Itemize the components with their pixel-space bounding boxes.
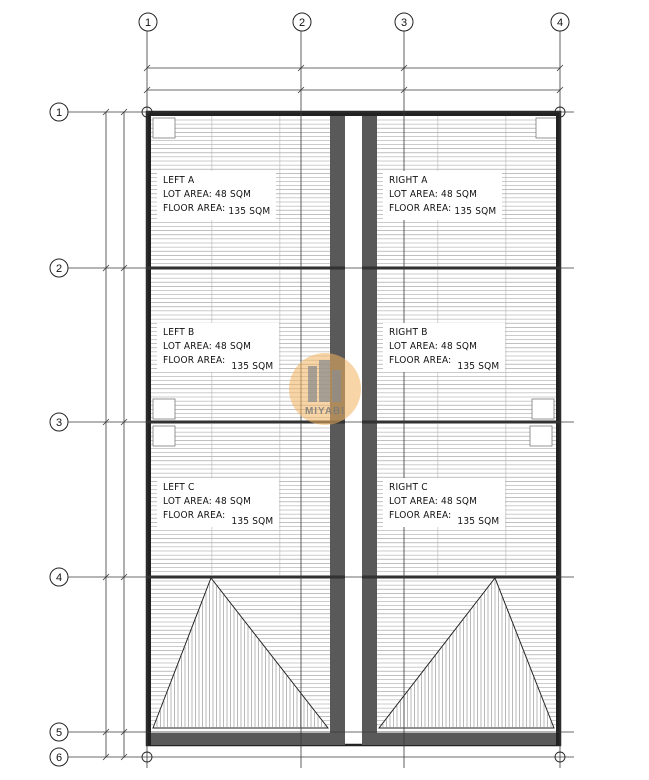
floor-area-value: 135 SQM bbox=[228, 206, 271, 217]
roof-vent bbox=[532, 399, 554, 419]
logo-text: MIYABI bbox=[304, 406, 346, 417]
lot-area-label: LOT AREA: bbox=[163, 341, 212, 352]
floor-area-label: FLOOR AREA: bbox=[163, 203, 226, 214]
bubble-label: 5 bbox=[55, 727, 63, 739]
party-wall-left bbox=[330, 116, 345, 745]
grid-bubble-row bbox=[50, 748, 68, 766]
floor-area-value: 135 SQM bbox=[457, 516, 500, 527]
grid-bubble-row bbox=[50, 568, 68, 586]
unit-name: RIGHT B bbox=[389, 327, 428, 338]
grid-bubble-row bbox=[50, 413, 68, 431]
grid-bubble-row bbox=[50, 103, 68, 121]
roof-vent bbox=[536, 118, 558, 138]
roof-vent bbox=[530, 426, 552, 446]
bubble-label: 2 bbox=[298, 17, 306, 29]
floor-area-label: FLOOR AREA: bbox=[389, 355, 452, 366]
bubble-label: 4 bbox=[556, 17, 564, 29]
unit-name: RIGHT A bbox=[389, 175, 428, 186]
bubble-label: 4 bbox=[55, 572, 63, 584]
floor-area-value: 135 SQM bbox=[231, 516, 274, 527]
lot-area-value: 48 SQM bbox=[441, 189, 478, 200]
lot-area-value: 48 SQM bbox=[441, 496, 478, 507]
bubble-label: 3 bbox=[400, 17, 408, 29]
floor-area-value: 135 SQM bbox=[457, 361, 500, 372]
floor-area-label: FLOOR AREA: bbox=[389, 510, 452, 521]
roof-triangle bbox=[379, 578, 554, 728]
unit-label-left-b bbox=[157, 323, 279, 372]
unit-name: LEFT B bbox=[163, 327, 195, 338]
lot-area-label: LOT AREA: bbox=[163, 189, 212, 200]
roof-vent bbox=[153, 399, 175, 419]
bottom-slab-left bbox=[147, 733, 345, 745]
floor-area-label: FLOOR AREA: bbox=[163, 355, 226, 366]
unit-label-right-b bbox=[383, 323, 505, 372]
outer-wall-left bbox=[147, 112, 151, 745]
floor-area-label: FLOOR AREA: bbox=[389, 203, 452, 214]
grid-bubble-column bbox=[551, 13, 569, 31]
bubble-label: 3 bbox=[55, 417, 63, 429]
lot-area-value: 48 SQM bbox=[215, 341, 252, 352]
bubble-label: 2 bbox=[55, 263, 63, 275]
floor-area-value: 135 SQM bbox=[231, 361, 274, 372]
bubble-label: 1 bbox=[55, 107, 63, 119]
grid-bubble-row bbox=[50, 259, 68, 277]
grid-bubble-column bbox=[395, 13, 413, 31]
lot-area-label: LOT AREA: bbox=[163, 496, 212, 507]
unit-label-left-a bbox=[157, 171, 276, 220]
outer-wall-right bbox=[556, 112, 560, 745]
roof-triangle bbox=[153, 578, 328, 728]
lot-area-label: LOT AREA: bbox=[389, 496, 438, 507]
unit-label-left-c bbox=[157, 478, 279, 527]
bubble-label: 6 bbox=[55, 752, 63, 764]
roof-vent bbox=[153, 426, 175, 446]
lot-area-value: 48 SQM bbox=[441, 341, 478, 352]
grid-bubble-column bbox=[293, 13, 311, 31]
lot-area-label: LOT AREA: bbox=[389, 341, 438, 352]
bubble-label: 1 bbox=[144, 17, 152, 29]
floor-area-value: 135 SQM bbox=[454, 206, 497, 217]
lot-area-value: 48 SQM bbox=[215, 496, 252, 507]
unit-name: LEFT C bbox=[163, 482, 195, 493]
unit-label-right-c bbox=[383, 478, 505, 527]
outer-wall-top bbox=[147, 112, 560, 116]
roof-vent bbox=[153, 118, 175, 138]
miyabi-logo-watermark bbox=[288, 352, 362, 426]
grid-bubble-column bbox=[139, 13, 157, 31]
unit-label-right-a bbox=[383, 171, 502, 220]
unit-name: RIGHT C bbox=[389, 482, 428, 493]
unit-name: LEFT A bbox=[163, 175, 195, 186]
floor-area-label: FLOOR AREA: bbox=[163, 510, 226, 521]
grid-bubble-row bbox=[50, 723, 68, 741]
bottom-slab-right bbox=[362, 733, 560, 745]
party-wall-right bbox=[362, 116, 377, 745]
lot-area-value: 48 SQM bbox=[215, 189, 252, 200]
lot-area-label: LOT AREA: bbox=[389, 189, 438, 200]
